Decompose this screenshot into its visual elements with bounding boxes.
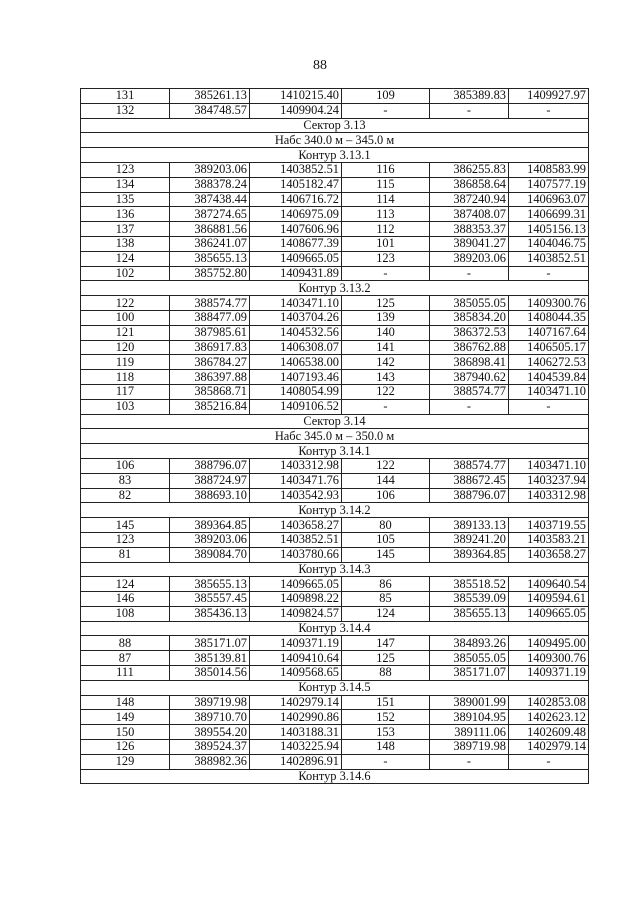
- table-row: [81, 458, 589, 473]
- table-row: [81, 577, 589, 592]
- point-number-cell: 122: [81, 296, 170, 311]
- point-number-cell: 152: [342, 710, 430, 725]
- point-number-cell: 143: [342, 370, 430, 385]
- x-coordinate-cell: 389241.20: [430, 532, 509, 547]
- y-coordinate-cell: 1403312.98: [509, 488, 589, 503]
- x-coordinate-cell: 385655.13: [170, 251, 250, 266]
- point-number-cell: 114: [342, 192, 430, 207]
- x-coordinate-cell: 384748.57: [170, 103, 250, 118]
- point-number-cell: 123: [342, 251, 430, 266]
- page-number: 88: [313, 58, 327, 73]
- table-row: [81, 606, 589, 621]
- point-number-cell: 119: [81, 355, 170, 370]
- point-number-cell: 151: [342, 695, 430, 710]
- y-coordinate-cell: 1405156.13: [509, 222, 589, 237]
- point-number-cell: 118: [81, 370, 170, 385]
- x-coordinate-cell: 385752.80: [170, 266, 250, 281]
- point-number-cell: 106: [342, 488, 430, 503]
- point-number-cell: 137: [81, 222, 170, 237]
- y-coordinate-cell: 1404046.75: [509, 236, 589, 251]
- x-coordinate-cell: 389554.20: [170, 725, 250, 740]
- x-coordinate-cell: 388693.10: [170, 488, 250, 503]
- x-coordinate-cell: 389041.27: [430, 236, 509, 251]
- y-coordinate-cell: 1403471.10: [250, 296, 342, 311]
- section-header-row: [81, 148, 589, 163]
- section-header-row: [81, 281, 589, 296]
- x-coordinate-cell: 385557.45: [170, 592, 250, 607]
- section-header: Набс 340.0 м – 345.0 м: [81, 133, 589, 148]
- y-coordinate-cell: 1409371.19: [509, 666, 589, 681]
- y-coordinate-cell: 1402623.12: [509, 710, 589, 725]
- point-number-cell: 135: [81, 192, 170, 207]
- y-coordinate-cell: 1406538.00: [250, 355, 342, 370]
- x-coordinate-cell: 385539.09: [430, 592, 509, 607]
- y-coordinate-cell: 1407577.19: [509, 177, 589, 192]
- point-number-cell: 124: [81, 251, 170, 266]
- x-coordinate-cell: 386397.88: [170, 370, 250, 385]
- y-coordinate-cell: 1409431.89: [250, 266, 342, 281]
- section-header: Контур 3.14.5: [81, 680, 589, 695]
- point-number-cell: 145: [81, 518, 170, 533]
- y-coordinate-cell: 1409371.19: [250, 636, 342, 651]
- y-coordinate-cell: 1409300.76: [509, 296, 589, 311]
- point-number-cell: 148: [342, 740, 430, 755]
- section-header-row: [81, 118, 589, 133]
- y-coordinate-cell: -: [509, 266, 589, 281]
- table-row: [81, 740, 589, 755]
- y-coordinate-cell: 1409665.05: [250, 251, 342, 266]
- x-coordinate-cell: 386762.88: [430, 340, 509, 355]
- y-coordinate-cell: 1406963.07: [509, 192, 589, 207]
- table-row: [81, 370, 589, 385]
- y-coordinate-cell: 1407167.64: [509, 325, 589, 340]
- section-header-row: [81, 133, 589, 148]
- point-number-cell: 153: [342, 725, 430, 740]
- x-coordinate-cell: 386255.83: [430, 162, 509, 177]
- point-number-cell: 85: [342, 592, 430, 607]
- y-coordinate-cell: 1403471.10: [509, 458, 589, 473]
- point-number-cell: 121: [81, 325, 170, 340]
- point-number-cell: 132: [81, 103, 170, 118]
- table-row: [81, 666, 589, 681]
- y-coordinate-cell: 1409824.57: [250, 606, 342, 621]
- table-row: [81, 251, 589, 266]
- point-number-cell: 105: [342, 532, 430, 547]
- y-coordinate-cell: 1402896.91: [250, 754, 342, 769]
- point-number-cell: 147: [342, 636, 430, 651]
- point-number-cell: 150: [81, 725, 170, 740]
- table-row: [81, 532, 589, 547]
- point-number-cell: 125: [342, 651, 430, 666]
- point-number-cell: 100: [81, 310, 170, 325]
- section-header: Контур 3.13.1: [81, 148, 589, 163]
- table-row: [81, 355, 589, 370]
- point-number-cell: -: [342, 399, 430, 414]
- y-coordinate-cell: 1409904.24: [250, 103, 342, 118]
- y-coordinate-cell: 1402853.08: [509, 695, 589, 710]
- table-row: [81, 222, 589, 237]
- x-coordinate-cell: 388378.24: [170, 177, 250, 192]
- y-coordinate-cell: 1409594.61: [509, 592, 589, 607]
- x-coordinate-cell: 385868.71: [170, 384, 250, 399]
- x-coordinate-cell: 385261.13: [170, 89, 250, 104]
- y-coordinate-cell: 1403852.51: [509, 251, 589, 266]
- point-number-cell: 124: [342, 606, 430, 621]
- table-row: [81, 473, 589, 488]
- y-coordinate-cell: 1403852.51: [250, 532, 342, 547]
- section-header-row: [81, 562, 589, 577]
- y-coordinate-cell: 1402990.86: [250, 710, 342, 725]
- point-number-cell: 146: [81, 592, 170, 607]
- x-coordinate-cell: 388574.77: [170, 296, 250, 311]
- y-coordinate-cell: 1406699.31: [509, 207, 589, 222]
- table-row: [81, 340, 589, 355]
- x-coordinate-cell: -: [430, 103, 509, 118]
- point-number-cell: 125: [342, 296, 430, 311]
- point-number-cell: -: [342, 103, 430, 118]
- point-number-cell: 108: [81, 606, 170, 621]
- x-coordinate-cell: 385518.52: [430, 577, 509, 592]
- x-coordinate-cell: 386917.83: [170, 340, 250, 355]
- section-header-row: [81, 429, 589, 444]
- table-row: [81, 207, 589, 222]
- section-header: Контур 3.14.4: [81, 621, 589, 636]
- x-coordinate-cell: 385436.13: [170, 606, 250, 621]
- point-number-cell: 80: [342, 518, 430, 533]
- section-header: Контур 3.14.2: [81, 503, 589, 518]
- table-row: [81, 89, 589, 104]
- point-number-cell: 111: [81, 666, 170, 681]
- point-number-cell: 145: [342, 547, 430, 562]
- point-number-cell: 103: [81, 399, 170, 414]
- y-coordinate-cell: 1402979.14: [509, 740, 589, 755]
- point-number-cell: 129: [81, 754, 170, 769]
- point-number-cell: 122: [342, 458, 430, 473]
- x-coordinate-cell: 387940.62: [430, 370, 509, 385]
- point-number-cell: 148: [81, 695, 170, 710]
- y-coordinate-cell: 1403658.27: [509, 547, 589, 562]
- y-coordinate-cell: 1403312.98: [250, 458, 342, 473]
- table-row: [81, 695, 589, 710]
- point-number-cell: 136: [81, 207, 170, 222]
- table-row: [81, 162, 589, 177]
- table-row: [81, 103, 589, 118]
- x-coordinate-cell: 388672.45: [430, 473, 509, 488]
- coordinates-table: [80, 88, 589, 784]
- y-coordinate-cell: 1406505.17: [509, 340, 589, 355]
- point-number-cell: 142: [342, 355, 430, 370]
- y-coordinate-cell: 1406272.53: [509, 355, 589, 370]
- y-coordinate-cell: 1409495.00: [509, 636, 589, 651]
- y-coordinate-cell: 1409640.54: [509, 577, 589, 592]
- table-row: [81, 384, 589, 399]
- point-number-cell: 138: [81, 236, 170, 251]
- y-coordinate-cell: 1410215.40: [250, 89, 342, 104]
- table-row: [81, 296, 589, 311]
- x-coordinate-cell: -: [430, 754, 509, 769]
- point-number-cell: 141: [342, 340, 430, 355]
- table-row: [81, 754, 589, 769]
- table-row: [81, 592, 589, 607]
- x-coordinate-cell: 387240.94: [430, 192, 509, 207]
- point-number-cell: 122: [342, 384, 430, 399]
- x-coordinate-cell: 386241.07: [170, 236, 250, 251]
- y-coordinate-cell: 1409106.52: [250, 399, 342, 414]
- y-coordinate-cell: 1408583.99: [509, 162, 589, 177]
- point-number-cell: 83: [81, 473, 170, 488]
- section-header-row: [81, 680, 589, 695]
- section-header-row: [81, 444, 589, 459]
- x-coordinate-cell: 384893.26: [430, 636, 509, 651]
- table-row: [81, 399, 589, 414]
- x-coordinate-cell: 388477.09: [170, 310, 250, 325]
- y-coordinate-cell: 1402609.48: [509, 725, 589, 740]
- y-coordinate-cell: 1406975.09: [250, 207, 342, 222]
- table-row: [81, 177, 589, 192]
- y-coordinate-cell: 1406716.72: [250, 192, 342, 207]
- x-coordinate-cell: 385055.05: [430, 651, 509, 666]
- x-coordinate-cell: 385055.05: [430, 296, 509, 311]
- y-coordinate-cell: 1409665.05: [509, 606, 589, 621]
- x-coordinate-cell: 385655.13: [170, 577, 250, 592]
- y-coordinate-cell: 1403188.31: [250, 725, 342, 740]
- table-row: [81, 236, 589, 251]
- point-number-cell: 131: [81, 89, 170, 104]
- point-number-cell: 113: [342, 207, 430, 222]
- y-coordinate-cell: 1403658.27: [250, 518, 342, 533]
- x-coordinate-cell: 389524.37: [170, 740, 250, 755]
- table-row: [81, 488, 589, 503]
- table-row: [81, 266, 589, 281]
- x-coordinate-cell: 389111.06: [430, 725, 509, 740]
- y-coordinate-cell: 1402979.14: [250, 695, 342, 710]
- x-coordinate-cell: 387438.44: [170, 192, 250, 207]
- x-coordinate-cell: 386858.64: [430, 177, 509, 192]
- x-coordinate-cell: 388796.07: [430, 488, 509, 503]
- table-row: [81, 325, 589, 340]
- y-coordinate-cell: 1403237.94: [509, 473, 589, 488]
- y-coordinate-cell: 1404539.84: [509, 370, 589, 385]
- point-number-cell: -: [342, 754, 430, 769]
- x-coordinate-cell: 387408.07: [430, 207, 509, 222]
- section-header: Контур 3.14.3: [81, 562, 589, 577]
- table-row: [81, 725, 589, 740]
- section-header: Набс 345.0 м – 350.0 м: [81, 429, 589, 444]
- x-coordinate-cell: 389203.06: [430, 251, 509, 266]
- x-coordinate-cell: 389710.70: [170, 710, 250, 725]
- x-coordinate-cell: 389364.85: [170, 518, 250, 533]
- point-number-cell: 109: [342, 89, 430, 104]
- x-coordinate-cell: 386881.56: [170, 222, 250, 237]
- x-coordinate-cell: 389001.99: [430, 695, 509, 710]
- x-coordinate-cell: 389133.13: [430, 518, 509, 533]
- x-coordinate-cell: 387274.65: [170, 207, 250, 222]
- section-header: Контур 3.14.1: [81, 444, 589, 459]
- x-coordinate-cell: 388982.36: [170, 754, 250, 769]
- x-coordinate-cell: 389203.06: [170, 532, 250, 547]
- x-coordinate-cell: 386898.41: [430, 355, 509, 370]
- x-coordinate-cell: 385216.84: [170, 399, 250, 414]
- y-coordinate-cell: 1409898.22: [250, 592, 342, 607]
- x-coordinate-cell: 388796.07: [170, 458, 250, 473]
- section-header: Сектор 3.13: [81, 118, 589, 133]
- y-coordinate-cell: 1403583.21: [509, 532, 589, 547]
- x-coordinate-cell: 385171.07: [430, 666, 509, 681]
- point-number-cell: 117: [81, 384, 170, 399]
- point-number-cell: 87: [81, 651, 170, 666]
- y-coordinate-cell: 1408044.35: [509, 310, 589, 325]
- point-number-cell: 124: [81, 577, 170, 592]
- point-number-cell: 123: [81, 532, 170, 547]
- point-number-cell: 112: [342, 222, 430, 237]
- point-number-cell: 126: [81, 740, 170, 755]
- y-coordinate-cell: 1403471.10: [509, 384, 589, 399]
- y-coordinate-cell: 1403704.26: [250, 310, 342, 325]
- point-number-cell: 116: [342, 162, 430, 177]
- y-coordinate-cell: 1408677.39: [250, 236, 342, 251]
- point-number-cell: 149: [81, 710, 170, 725]
- table-row: [81, 636, 589, 651]
- x-coordinate-cell: 388574.77: [430, 458, 509, 473]
- point-number-cell: 86: [342, 577, 430, 592]
- y-coordinate-cell: -: [509, 103, 589, 118]
- point-number-cell: 140: [342, 325, 430, 340]
- table-row: [81, 518, 589, 533]
- x-coordinate-cell: 389104.95: [430, 710, 509, 725]
- y-coordinate-cell: 1409568.65: [250, 666, 342, 681]
- section-header: Контур 3.13.2: [81, 281, 589, 296]
- y-coordinate-cell: 1409927.97: [509, 89, 589, 104]
- point-number-cell: 101: [342, 236, 430, 251]
- y-coordinate-cell: 1403471.76: [250, 473, 342, 488]
- point-number-cell: 88: [81, 636, 170, 651]
- y-coordinate-cell: 1403780.66: [250, 547, 342, 562]
- y-coordinate-cell: 1409300.76: [509, 651, 589, 666]
- section-header-row: [81, 769, 589, 784]
- x-coordinate-cell: 386372.53: [430, 325, 509, 340]
- y-coordinate-cell: 1405182.47: [250, 177, 342, 192]
- section-header-row: [81, 621, 589, 636]
- point-number-cell: 81: [81, 547, 170, 562]
- y-coordinate-cell: 1403542.93: [250, 488, 342, 503]
- point-number-cell: 115: [342, 177, 430, 192]
- x-coordinate-cell: 389364.85: [430, 547, 509, 562]
- section-header: Сектор 3.14: [81, 414, 589, 429]
- x-coordinate-cell: 385655.13: [430, 606, 509, 621]
- y-coordinate-cell: -: [509, 754, 589, 769]
- point-number-cell: 134: [81, 177, 170, 192]
- y-coordinate-cell: 1404532.56: [250, 325, 342, 340]
- section-header: Контур 3.14.6: [81, 769, 589, 784]
- x-coordinate-cell: 388353.37: [430, 222, 509, 237]
- x-coordinate-cell: 386784.27: [170, 355, 250, 370]
- point-number-cell: 106: [81, 458, 170, 473]
- table-row: [81, 310, 589, 325]
- y-coordinate-cell: 1403225.94: [250, 740, 342, 755]
- section-header-row: [81, 414, 589, 429]
- y-coordinate-cell: 1409410.64: [250, 651, 342, 666]
- point-number-cell: 120: [81, 340, 170, 355]
- x-coordinate-cell: 385171.07: [170, 636, 250, 651]
- table-row: [81, 547, 589, 562]
- point-number-cell: -: [342, 266, 430, 281]
- x-coordinate-cell: 385139.81: [170, 651, 250, 666]
- section-header-row: [81, 503, 589, 518]
- x-coordinate-cell: 388724.97: [170, 473, 250, 488]
- x-coordinate-cell: 388574.77: [430, 384, 509, 399]
- x-coordinate-cell: 385014.56: [170, 666, 250, 681]
- x-coordinate-cell: -: [430, 266, 509, 281]
- point-number-cell: 88: [342, 666, 430, 681]
- y-coordinate-cell: -: [509, 399, 589, 414]
- point-number-cell: 82: [81, 488, 170, 503]
- y-coordinate-cell: 1407606.96: [250, 222, 342, 237]
- table-row: [81, 710, 589, 725]
- x-coordinate-cell: 385389.83: [430, 89, 509, 104]
- y-coordinate-cell: 1407193.46: [250, 370, 342, 385]
- table-row: [81, 192, 589, 207]
- y-coordinate-cell: 1403719.55: [509, 518, 589, 533]
- y-coordinate-cell: 1409665.05: [250, 577, 342, 592]
- y-coordinate-cell: 1408054.99: [250, 384, 342, 399]
- x-coordinate-cell: 385834.20: [430, 310, 509, 325]
- x-coordinate-cell: 389719.98: [170, 695, 250, 710]
- point-number-cell: 139: [342, 310, 430, 325]
- x-coordinate-cell: 389719.98: [430, 740, 509, 755]
- point-number-cell: 102: [81, 266, 170, 281]
- x-coordinate-cell: -: [430, 399, 509, 414]
- x-coordinate-cell: 387985.61: [170, 325, 250, 340]
- x-coordinate-cell: 389203.06: [170, 162, 250, 177]
- y-coordinate-cell: 1403852.51: [250, 162, 342, 177]
- point-number-cell: 123: [81, 162, 170, 177]
- y-coordinate-cell: 1406308.07: [250, 340, 342, 355]
- point-number-cell: 144: [342, 473, 430, 488]
- x-coordinate-cell: 389084.70: [170, 547, 250, 562]
- table-row: [81, 651, 589, 666]
